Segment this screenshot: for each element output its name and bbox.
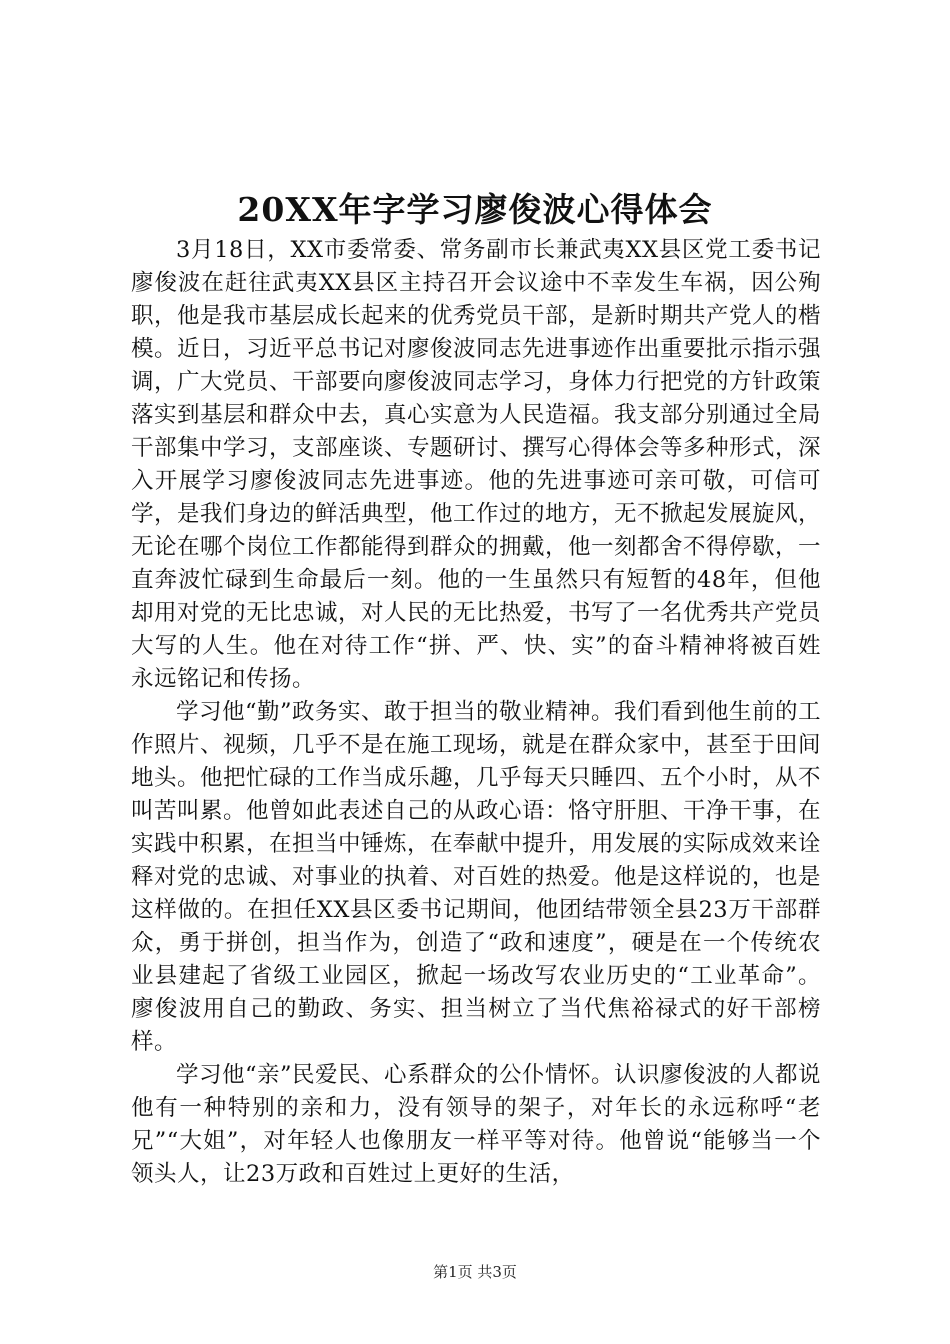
paragraph-3: 学习他“亲”民爱民、心系群众的公仆情怀。认识廖俊波的人都说他有一种特别的亲和力，没有领导的架子，对年长的永远称呼“老兄”“大姐”，对年轻人也像朋友一样平等对待。他曾说“能够当一个领头人，让23万政和百姓过上更好的生活， [131, 1062, 822, 1187]
paragraph-2: 学习他“勤”政务实、敢于担当的敬业精神。我们看到他生前的工作照片、视频，几乎不是在施工现场，就是在群众家中，甚至于田间地头。他把忙碌的工作当成乐趣，几乎每天只睡四、五个小时，从不叫苦叫累。他曾如此表述自己的从政心语：恪守肝胆、干净干事，在实践中积累，在担当中锤炼，在奉献中提升，用发展的实际成效来诠释对党的忠诚、对事业的执着、对百姓的热爱。他是这样说的，也是这样做的。在担任XX县区委书记期间，他团结带领全县23万干部群众，勇于拼创，担当作为，创造了“政和速度”，硬是在一个传统农业县建起了省级工业园区，掀起一场改写农业历史的“工业革命”。廖俊波用自己的勤政、务实、担当树立了当代焦裕禄式的好干部榜样。 [131, 699, 822, 1055]
paragraph-1: 3月18日，XX市委常委、常务副市长兼武夷XX县区党工委书记廖俊波在赶往武夷XX县区主持召开会议途中不幸发生车祸，因公殉职，他是我市基层成长起来的优秀党员干部，是新时期共产党人的楷模。近日，习近平总书记对廖俊波同志先进事迹作出重要批示指示强调，广大党员、干部要向廖俊波同志学习，身体力行把党的方针政策落实到基层和群众中去，真心实意为人民造福。我支部分别通过全局干部集中学习，支部座谈、专题研讨、撰写心得体会等多种形式，深入开展学习廖俊波同志先进事迹。他的先进事迹可亲可敬，可信可学，是我们身边的鲜活典型，他工作过的地方，无不掀起发展旋风，无论在哪个岗位工作都能得到群众的拥戴，他一刻都舍不得停歇，一直奔波忙碌到生命最后一刻。他的一生虽然只有短暂的48年，但他却用对党的无比忠诚，对人民的无比热爱，书写了一名优秀共产党员大写的人生。他在对待工作“拼、严、快、实”的奋斗精神将被百姓永远铭记和传扬。 [131, 237, 822, 692]
page-number-footer: 第1页 共3页 [433, 1263, 517, 1281]
document-title: 20XX年字学习廖俊波心得体会 [237, 190, 713, 229]
document-body [131, 234, 821, 1191]
